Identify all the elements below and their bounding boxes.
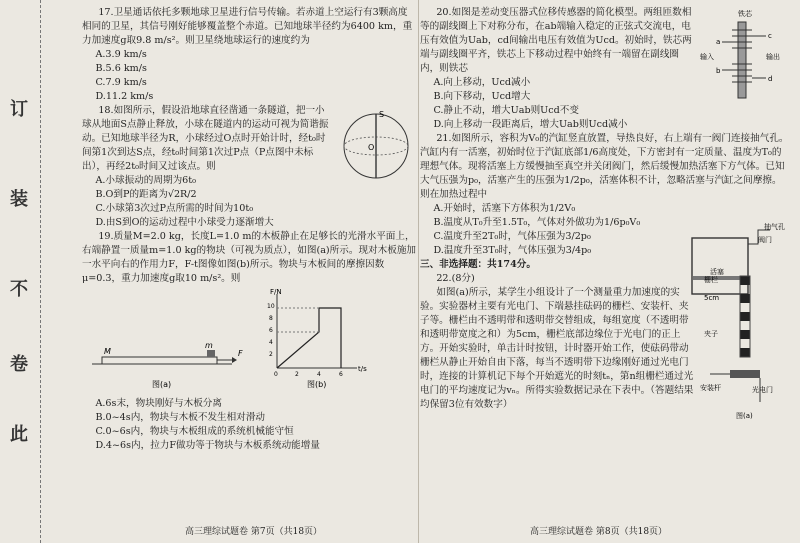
q19-option: B.0~4s内，物块与木板不发生相对滑动	[95, 412, 266, 423]
x-tick: 4	[317, 371, 321, 378]
q18-stem: 18.如图所示，假设沿地球直径凿通一条隧道，把一小球从地面S点静止释放，小球在隧道内的运动可视为简谐振动。已知地球半径为R，小球经过O点时开始计时，经t₀时间第1次到达S点，经t₀时间第1次过P点（P点图中未标出），再经2t₀时间又过该点。则	[82, 105, 329, 172]
label-c: c	[768, 32, 772, 40]
q20-option: D.向上移动一段距离后，增大Uab则Ucd减小	[433, 119, 628, 130]
label-F: F	[238, 349, 243, 358]
q20-option: A.向上移动，Ucd减小	[433, 77, 531, 88]
q18-option: B.O到P的距离为√2R/2	[95, 189, 197, 200]
q21-option: B.温度从T₀升至1.5T₀，气体对外做功为1/6p₀V₀	[433, 217, 641, 228]
margin-char: 此	[10, 424, 28, 445]
label-d: d	[768, 75, 773, 83]
question-18	[82, 104, 417, 230]
q17-option: A.3.9 km/s	[95, 49, 147, 60]
transformer-figure	[698, 6, 790, 116]
right-page	[420, 6, 790, 536]
label-M: M	[104, 347, 111, 356]
label-s: S	[379, 110, 385, 119]
margin-char: 订	[10, 99, 28, 120]
caption-22a: 图(a)	[736, 412, 753, 420]
x-tick: 2	[295, 371, 299, 378]
force-arrowhead	[232, 357, 237, 363]
label-rod: 安装杆	[700, 384, 721, 392]
q19-option: D.4~6s内，拉力F做功等于物块与木板系统动能增量	[95, 440, 320, 451]
q20-stem: 20.如图是差动变压器式位移传感器的简化模型。两组匝数相等的副线圈上下对称分布，在ab端输入稳定的正弦式交流电，电压有效值为Uab，cd间输出电压有效值为Ucd。初始时，铁芯两端与副线圈平齐，铁芯上下移动过程中始终有一端留在副线圈内，则铁芯	[420, 7, 692, 74]
label-clip: 夹子	[704, 330, 718, 338]
q17-stem: 17.卫星通话依托多颗地球卫星进行信号传输。若赤道上空运行有3颗高度相同的卫星，其信号刚好能够覆盖整个赤道。已知地球半径约为6400 km，重力加速度g取9.8 m/s²。则卫星绕地球运行的速度约为	[82, 7, 413, 46]
question-20	[420, 6, 790, 132]
margin-char: 装	[10, 189, 28, 210]
q20-option: C.静止不动，增大Uab则Ucd不变	[433, 105, 579, 116]
q21-option: A.开始时，活塞下方体积为1/2V₀	[433, 203, 576, 214]
label-fence: 栅栏	[704, 276, 718, 284]
label-valve: 阀门	[758, 236, 772, 244]
q19-option: C.0~6s内，物块与木板组成的系统机械能守恒	[95, 426, 294, 437]
label-input: 输入	[700, 53, 714, 61]
q22-body: 如图(a)所示，某学生小组设计了一个测量重力加速度的实验。实验器材主要有光电门、下端悬挂砝码的栅栏、安装杆、夹子等。栅栏由不透明带和透明带交替组成，每组宽度（不透明带和透明带宽度之和）为5cm，栅栏底部边缘位于光电门的正上方。开始实验时，单击计时按钮，计时器开始工作，使砝码带动栅栏从静止开始自由下落，每当不透明带下边缘刚好通过光电门时，连接的计算机记下每个开始遮光的时刻tₙ，第n组栅栏通过光电门的平均速度记为vₙ。所得实验数据记录在下表中。（答题结果均保留3位有效数字）	[420, 287, 694, 410]
page-fold	[418, 0, 419, 543]
right-footer: 高三理综试题卷 第8页（共18页）	[530, 527, 668, 537]
y-tick: 8	[269, 315, 273, 322]
q18-option: A.小球振动的周期为6t₀	[95, 175, 196, 186]
caption-b: 图(b)	[307, 380, 327, 389]
label-pump: 抽气孔	[764, 223, 785, 231]
output-wires	[752, 36, 766, 78]
section-heading: 三、非选择题：共174分。	[420, 259, 536, 270]
y-tick: 2	[269, 351, 273, 358]
label-output: 输出	[766, 53, 780, 61]
q20-option: B.向下移动，Ucd增大	[433, 91, 531, 102]
caption-a: 图(a)	[152, 380, 172, 389]
y-tick: 10	[267, 303, 275, 310]
q21-stem: 21.如图所示，容积为V₀的汽缸竖直放置，导热良好，右上端有一阀门连接抽气孔。汽缸内有一活塞，初始时位于汽缸底部1/6高度处，下方密封有一定质量、温度为T₀的理想气体。现将活塞上方缓慢抽至真空并关闭阀门，然后缓慢加热活塞下方气体。已知大气压强为p₀，活塞产生的压强为1/2p₀，活塞体积不计，忽略活塞与汽缸之间摩擦。则在加热过程中	[420, 133, 789, 200]
y-tick: 4	[269, 339, 273, 346]
earth-tunnel-figure	[335, 104, 417, 182]
fence-band	[740, 348, 750, 357]
q17-option: C.7.9 km/s	[95, 77, 147, 88]
y-axis-label: F/N	[270, 288, 282, 296]
label-b: b	[716, 67, 721, 75]
fence-band	[740, 312, 750, 321]
x-axis-label: t/s	[358, 365, 367, 373]
input-wires	[722, 42, 732, 70]
photogate	[730, 370, 760, 378]
label-o: O	[368, 143, 375, 152]
board-rect	[102, 357, 217, 364]
q22-head: 22.(8分)	[436, 273, 475, 284]
q19-stem: 19.质量M=2.0 kg，长度L=1.0 m的木板静止在足够长的光滑水平面上，右端静置一质量m=1.0 kg的物块（可视为质点），如图(a)所示。现对木板施加一水平向右的作用力F，F-t图像如图(b)所示。物块与木板间的摩擦因数μ=0.3，重力加速度g取10 m/s²。则	[82, 231, 417, 284]
label-core: 铁芯	[738, 10, 752, 18]
fence-band	[740, 330, 750, 339]
q21-option: D.温度升至3T₀时，气体压强为3/4p₀	[433, 245, 592, 256]
q19-figures	[82, 286, 417, 392]
fence-band	[740, 294, 750, 303]
margin-char: 不	[10, 279, 28, 300]
force-curve	[277, 308, 341, 368]
left-footer: 高三理综试题卷 第7页（共18页）	[185, 527, 323, 537]
left-page	[82, 6, 417, 536]
q21-option: C.温度升至2T₀时，气体压强为3/2p₀	[433, 231, 591, 242]
label-piston: 活塞	[710, 268, 724, 276]
q17-option: D.11.2 km/s	[95, 91, 154, 102]
label-m: m	[205, 341, 213, 350]
x-tick: 0	[274, 371, 278, 378]
label-a: a	[716, 38, 721, 46]
margin-char: 卷	[10, 354, 28, 375]
iron-core	[738, 22, 746, 98]
y-tick: 6	[269, 327, 273, 334]
x-tick: 6	[339, 371, 343, 378]
q19-option: A.6s末，物块刚好与木板分离	[95, 398, 222, 409]
question-19	[82, 230, 417, 453]
label-width: 5cm	[704, 294, 720, 302]
q18-option: C.小球第3次过P点所需的时间为10t₀	[95, 203, 254, 214]
block-rect	[207, 350, 215, 357]
q17-option: B.5.6 km/s	[95, 63, 147, 74]
fence-band	[740, 276, 750, 285]
photogate-figure	[700, 272, 790, 422]
question-22	[420, 272, 790, 420]
q18-option: D.由S到O的运动过程中小球受力逐渐增大	[95, 217, 274, 228]
question-17	[82, 6, 417, 104]
label-gate: 光电门	[752, 386, 773, 394]
binding-margin	[0, 0, 41, 543]
